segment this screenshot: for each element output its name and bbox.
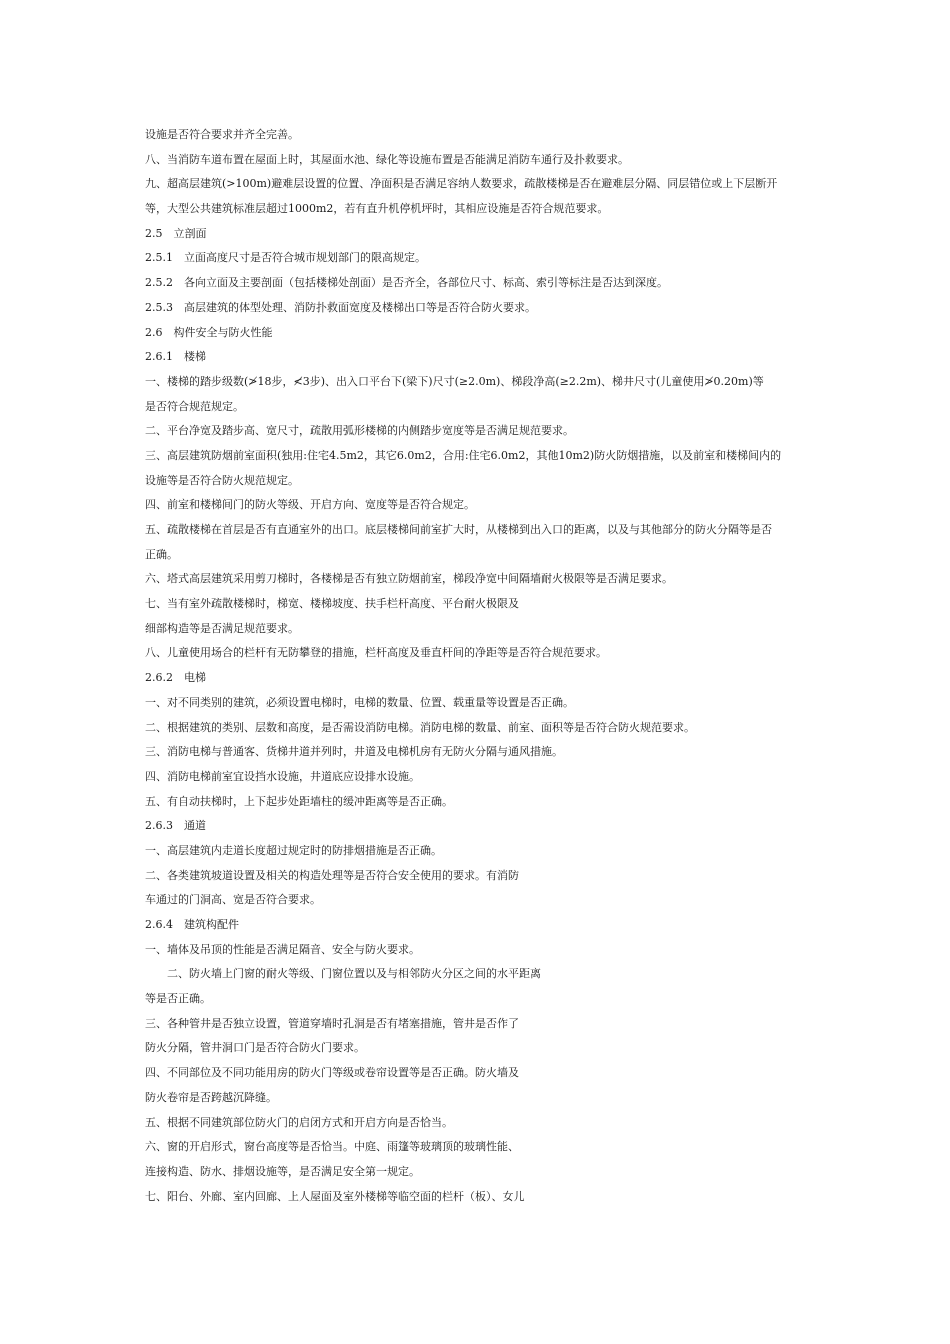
text-line: 六、塔式高层建筑采用剪刀梯时，各楼梯是否有独立防烟前室，梯段净宽中间隔墙耐火极限等是否满足要求。 bbox=[145, 572, 673, 586]
text-line: 七、阳台、外廊、室内回廊、上人屋面及室外楼梯等临空面的栏杆（板）、女儿 bbox=[145, 1189, 525, 1203]
text-line: 六、窗的开启形式，窗台高度等是否恰当。中庭、雨篷等玻璃顶的玻璃性能、 bbox=[145, 1140, 519, 1154]
text-line: 七、当有室外疏散楼梯时，梯宽、楼梯坡度、扶手栏杆高度、平台耐火极限及 bbox=[145, 597, 519, 611]
text-line: 一、墙体及吊顶的性能是否满足隔音、安全与防火要求。 bbox=[145, 942, 420, 956]
text-line: 等，大型公共建筑标准层超过1000m2，若有直升机停机坪时，其相应设施是否符合规范要求。 bbox=[145, 202, 609, 216]
text-line: 九、超高层建筑(>100m)避难层设置的位置、净面积是否满足容纳人数要求，疏散楼梯是否在避难层分隔、同层错位或上下层断开 bbox=[145, 177, 778, 191]
text-line: 五、有自动扶梯时，上下起步处距墙柱的缓冲距离等是否正确。 bbox=[145, 794, 453, 808]
text-line: 2.5.2 各向立面及主要剖面（包括楼梯处剖面）是否齐全，各部位尺寸、标高、索引等标注是否达到深度。 bbox=[145, 276, 668, 290]
text-line: 五、根据不同建筑部位防火门的启闭方式和开启方向是否恰当。 bbox=[145, 1115, 453, 1129]
text-line: 是否符合规范规定。 bbox=[145, 399, 244, 413]
text-line: 车通过的门洞高、宽是否符合要求。 bbox=[145, 893, 321, 907]
text-line: 细部构造等是否满足规范要求。 bbox=[145, 621, 299, 635]
document-body bbox=[145, 123, 825, 1209]
text-line: 一、对不同类别的建筑，必须设置电梯时，电梯的数量、位置、载重量等设置是否正确。 bbox=[145, 695, 574, 709]
subsection-heading: 2.6.4 建筑构配件 bbox=[145, 918, 239, 931]
text-line: 一、高层建筑内走道长度超过规定时的防排烟措施是否正确。 bbox=[145, 843, 442, 857]
text-line: 四、前室和楼梯间门的防火等级、开启方向、宽度等是否符合规定。 bbox=[145, 498, 475, 512]
text-line: 设施等是否符合防火规范规定。 bbox=[145, 473, 299, 487]
text-line: 三、高层建筑防烟前室面积(独用:住宅4.5m2，其它6.0m2，合用:住宅6.0m2，其他10m2)防火防烟措施，以及前室和楼梯间内的 bbox=[145, 448, 782, 462]
text-line: 三、各种管井是否独立设置，管道穿墙时孔洞是否有堵塞措施，管井是否作了 bbox=[145, 1016, 519, 1030]
section-heading: 2.6 构件安全与防火性能 bbox=[145, 325, 273, 339]
text-line: 连接构造、防水、排烟设施等，是否满足安全第一规定。 bbox=[145, 1164, 420, 1178]
text-line: 八、当消防车道布置在屋面上时，其屋面水池、绿化等设施布置是否能满足消防车通行及扑救要求。 bbox=[145, 152, 629, 166]
text-line: 二、防火墙上门窗的耐火等级、门窗位置以及与相邻防火分区之间的水平距离 bbox=[167, 967, 541, 981]
subsection-heading: 2.6.1 楼梯 bbox=[145, 350, 206, 364]
text-line: 防火分隔，管井洞口门是否符合防火门要求。 bbox=[145, 1041, 365, 1055]
subsection-heading: 2.6.2 电梯 bbox=[145, 671, 206, 685]
text-line: 二、平台净宽及踏步高、宽尺寸，疏散用弧形楼梯的内侧踏步宽度等是否满足规范要求。 bbox=[145, 424, 574, 438]
text-line: 设施是否符合要求并齐全完善。 bbox=[145, 128, 299, 141]
text-line: 五、疏散楼梯在首层是否有直通室外的出口。底层楼梯间前室扩大时，从楼梯到出入口的距离，以及与其他部分的防火分隔等是否 bbox=[145, 523, 772, 536]
text-line: 二、根据建筑的类别、层数和高度，是否需设消防电梯。消防电梯的数量、前室、面积等是否符合防火规范要求。 bbox=[145, 720, 695, 734]
text-line: 四、消防电梯前室宜设挡水设施，井道底应设排水设施。 bbox=[145, 769, 420, 783]
text-line: 防火卷帘是否跨越沉降缝。 bbox=[145, 1090, 277, 1104]
text-line: 二、各类建筑坡道设置及相关的构造处理等是否符合安全使用的要求。有消防 bbox=[145, 868, 519, 882]
text-line: 四、不同部位及不同功能用房的防火门等级或卷帘设置等是否正确。防火墙及 bbox=[145, 1066, 519, 1080]
subsection-heading: 2.6.3 通道 bbox=[145, 819, 206, 833]
text-line: 2.5.1 立面高度尺寸是否符合城市规划部门的限高规定。 bbox=[145, 251, 426, 265]
text-line: 等是否正确。 bbox=[145, 992, 211, 1006]
section-heading: 2.5 立剖面 bbox=[145, 226, 207, 240]
text-line: 正确。 bbox=[145, 547, 178, 561]
text-line: 三、消防电梯与普通客、货梯井道并列时，井道及电梯机房有无防火分隔与通风措施。 bbox=[145, 745, 563, 759]
text-line: 2.5.3 高层建筑的体型处理、消防扑救面宽度及楼梯出口等是否符合防火要求。 bbox=[145, 300, 536, 314]
text-line: 一、楼梯的踏步级数(≯18步，≮3步)、出入口平台下(梁下)尺寸(≥2.0m)、梯段净高(≥2.2m)、梯井尺寸(儿童使用≯0.20m)等 bbox=[145, 374, 764, 388]
text-line: 八、儿童使用场合的栏杆有无防攀登的措施，栏杆高度及垂直杆间的净距等是否符合规范要求。 bbox=[145, 646, 607, 660]
